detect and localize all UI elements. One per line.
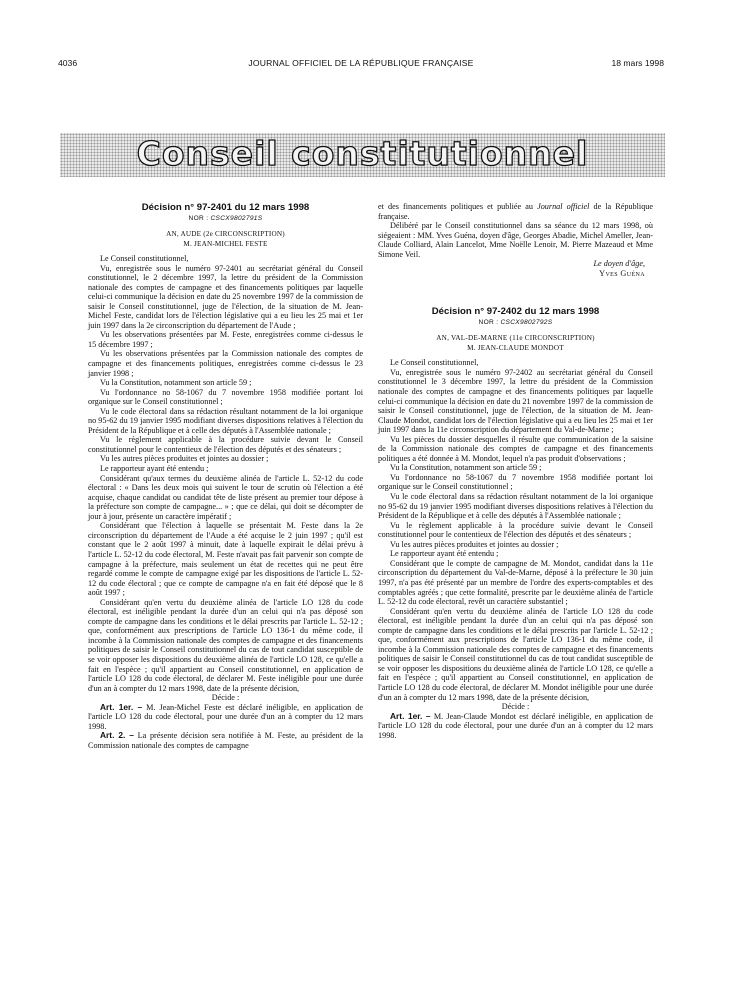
article-1 <box>88 703 363 732</box>
paragraph: Vu l'ordonnance no 58-1067 du 7 novembre 1958 modifiée portant loi organique sur le Conseil constitutionnel ; <box>88 387 363 407</box>
paragraph: Vu les pièces du dossier desquelles il résulte que communication de la saisine de la Commission nationale des comptes de campagne et des financements politiques a été donnée à M. Mondot, lequel n'a pas produit d'observations ; <box>378 434 653 463</box>
paragraph: Vu la Constitution, notamment son article 59 ; <box>100 378 252 388</box>
deliberation: Délibéré par le Conseil constitutionnel dans sa séance du 12 mars 1998, où siégeaient : MM. Yves Guéna, doyen d'âge, Georges Abadie, Michel Ameller, Jean-Claude Colliard, Alain Lancelot, Mme Noëlle Lenoir, M. Pierre Mazeaud et Mme Simone Veil. <box>378 221 653 259</box>
paragraph: Vu le code électoral dans sa rédaction résultant notamment de la loi organique no 95-62 du 19 janvier 1995 modifiant diverses dispositions relatives à l'élection du Président de la République et à celle des députés à l'Assemblée nationale ; <box>88 406 363 435</box>
paragraph: Le Conseil constitutionnel, <box>390 358 479 368</box>
page-header <box>58 58 664 72</box>
decision-1-nor <box>88 214 363 224</box>
paragraph: Vu le règlement applicable à la procédure suivie devant le Conseil constitutionnel pour le contentieux de l'élection des députés et des sénateurs ; <box>88 435 363 454</box>
decision-1-caption-2: M. JEAN-MICHEL FESTE <box>183 240 268 248</box>
nor-label: NOR : <box>478 319 499 327</box>
journal-name: Journal officiel <box>537 202 590 211</box>
article-text: M. Jean-Claude Mondot est déclaré inéligible, en application de l'article LO 128 du code électoral, pour une durée d'un an à compter du 12 mars 1998. <box>378 711 653 740</box>
signature-role: Le doyen d'âge, <box>593 259 645 269</box>
nor-code: CSCX9802792S <box>500 319 553 327</box>
paragraph: Considérant qu'aux termes du deuxième alinéa de l'article L. 52-12 du code électoral : « Dans les deux mois qui suivent le tour de scrutin où l'élection a été acquise, chaque candidat ou candidat tête de liste présent au premier tour dépose à la préfecture son compte de campagne... » ; que ce délai, qui doit se décompter de jour à jour, présente un caractère impératif ; <box>88 473 363 521</box>
decision-1-caption-1: AN, AUDE (2e CIRCONSCRIPTION) <box>166 230 285 238</box>
article-text: La présente décision sera notifiée à M. Feste, au président de la Commission nationale des comptes de campagne <box>88 731 363 750</box>
section-banner <box>60 133 665 177</box>
decide-heading: Décide : <box>501 702 530 712</box>
signature-name: Yves Guéna <box>599 268 645 278</box>
decision-2-caption-1: AN, VAL-DE-MARNE (11e CIRCONSCRIPTION) <box>436 334 595 343</box>
paragraph: Vu, enregistrée sous le numéro 97-2402 au secrétariat général du Conseil constitutionnel le 3 décembre 1997, la lettre du président de la Commission nationale des comptes de campagne et des financements politiques par laquelle celui-ci communique la décision en date du 21 novembre 1997 de la commission de saisir le Conseil constitutionnel, juge de l'élection, de la situation de M. Jean-Claude Mondot, candidat lors de l'élection législative qui a eu lieu les 25 mai et 1er juin 1997 dans la 11e circonscription du département du Val-de-Marne ; <box>378 367 653 435</box>
paragraph: Considérant que l'élection à laquelle se présentait M. Feste dans la 2e circonscription du département de l'Aude a été acquise le 2 juin 1997 ; qu'il est constant que le 2 août 1997 à minuit, date à laquelle expirait le délai prévu à l'article L. 52-12 du code électoral, M. Feste n'avait pas fait parvenir son compte de campagne à la préfecture, mais seulement un état de recettes qui ne peut être regardé comme le compte de campagne exigé par les dispositions de l'article L. 52-12 du code électoral ; que ce compte de campagne n'a en fait été déposé que le 8 août 1997 ; <box>88 521 363 598</box>
paragraph: Considérant qu'en vertu du deuxième alinéa de l'article LO 128 du code électoral, est inéligible pendant la durée d'un an celui qui n'a pas déposé son compte de campagne dans les conditions et le délai prescrits par l'article L. 52-12 ; que, conformément aux prescriptions de l'article LO 136-1 du même code, il incombe à la Commission nationale des comptes de campagne et des financements politiques de saisir le Conseil constitutionnel du cas de tout candidat susceptible de se voir opposer les dispositions du deuxième alinéa de l'article LO 128, ce qu'elle a fait en l'espèce ; qu'il appartient au Conseil constitutionnel, en application de l'article LO 128 du code électoral, de déclarer M. Feste inéligible pour une durée d'un an à compter du 12 mars 1998, date de la présente décision, <box>88 597 363 693</box>
paragraph: Vu la Constitution, notamment son article 59 ; <box>390 463 542 473</box>
paragraph: Vu les autres pièces produites et jointes au dossier ; <box>390 539 559 549</box>
article-label: Art. 1er. – <box>100 701 143 712</box>
paragraph: Vu les observations présentées par M. Feste, enregistrées comme ci-dessus le 15 décembre 1997 ; <box>88 330 363 349</box>
paragraph: Vu le règlement applicable à la procédure suivie devant le Conseil constitutionnel pour le contentieux de l'élection des députés et des sénateurs ; <box>378 520 653 540</box>
left-column <box>88 202 363 750</box>
nor-code: CSCX9802791S <box>210 215 263 222</box>
banner-title: Conseil constitutionnel <box>136 134 589 173</box>
paragraph: Vu les observations présentées par la Commission nationale des comptes de campagne et des financements politiques, enregistrées comme ci-dessus le 23 janvier 1998 ; <box>88 349 363 378</box>
decide-heading: Décide : <box>211 693 240 703</box>
paragraph: Vu les autres pièces produites et jointes au dossier ; <box>100 454 269 464</box>
paragraph: Vu le code électoral dans sa rédaction résultant notamment de la loi organique no 95-62 du 19 janvier 1995 modifiant diverses dispositions relatives à l'élection du Président de la République et à celle des députés à l'Assemblée nationale ; <box>378 492 653 521</box>
decision-1-title: Décision n° 97-2401 du 12 mars 1998 <box>141 202 310 213</box>
decision-2-caption-2: M. JEAN-CLAUDE MONDOT <box>467 344 564 353</box>
article-1 <box>378 712 653 741</box>
decision-2-title: Décision n° 97-2402 du 12 mars 1998 <box>431 306 600 318</box>
paragraph: Vu l'ordonnance no 58-1067 du 7 novembre 1958 modifiée portant loi organique sur le Conseil constitutionnel ; <box>378 472 653 492</box>
paragraph: Considérant que le compte de campagne de M. Mondot, candidat dans la 11e circonscription du département du Val-de-Marne, déposé à la préfecture le 30 juin 1997, n'a pas été présenté par un membre de l'ordre des experts-comptables et des comptables agréés ; que cette formalité, prescrite par le deuxième alinéa de l'article L. 52-12 du code électoral, revêt un caractère substantiel ; <box>378 558 653 607</box>
article-2 <box>88 731 363 750</box>
article-text: M. Jean-Michel Feste est déclaré inéligible, en application de l'article LO 128 du code électoral, pour une durée d'un an à compter du 12 mars 1998. <box>88 702 363 731</box>
paragraph: Le Conseil constitutionnel, <box>100 254 189 263</box>
paragraph: Le rapporteur ayant été entendu ; <box>100 464 209 474</box>
article-label: Art. 2. – <box>100 730 134 741</box>
article-label: Art. 1er. – <box>390 710 431 721</box>
paragraph: Le rapporteur ayant été entendu ; <box>390 549 499 559</box>
page-number: 4036 <box>58 58 78 68</box>
nor-label: NOR : <box>188 215 209 222</box>
decision-2-nor <box>378 318 653 328</box>
paragraph: Vu, enregistrée sous le numéro 97-2401 au secrétariat général du Conseil constitutionnel, le 2 décembre 1997, la lettre du président de la Commission nationale des comptes de campagne et des financements politiques par laquelle celui-ci communique la décision en date du 25 novembre 1997 de la commission de saisir le Conseil constitutionnel, juge de l'élection, de la situation de M. Jean-Michel Feste, candidat lors de l'élection législative qui a eu lieu les 25 mai et 1er juin 1997 dans la 2e circonscription du département de l'Aude ; <box>88 263 363 330</box>
article-2-continuation: et des financements politiques et publiée au Journal officiel de la République française. <box>378 202 654 221</box>
journal-title: JOURNAL OFFICIEL DE LA RÉPUBLIQUE FRANÇAISE <box>248 58 474 68</box>
right-column <box>378 202 653 740</box>
paragraph: Considérant qu'en vertu du deuxième alinéa de l'article LO 128 du code électoral, est inéligible pendant la durée d'un an celui qui n'a pas déposé son compte de campagne dans les conditions et le délai prescrits par l'article L. 52-12 ; que, conformément aux prescriptions de l'article LO 136-1 du même code, il incombe à la Commission nationale des comptes de campagne et des financements politiques de saisir le Conseil constitutionnel du cas de tout candidat susceptible de se voir opposer les dispositions du deuxième alinéa de l'article LO 128, ce qu'elle a fait en l'espèce ; qu'il appartient au Conseil constitutionnel, en application de l'article LO 128 du code électoral, de déclarer M. Mondot inéligible pour une durée d'un an à compter du 12 mars 1998, date de la présente décision, <box>378 606 653 702</box>
issue-date: 18 mars 1998 <box>611 58 664 68</box>
